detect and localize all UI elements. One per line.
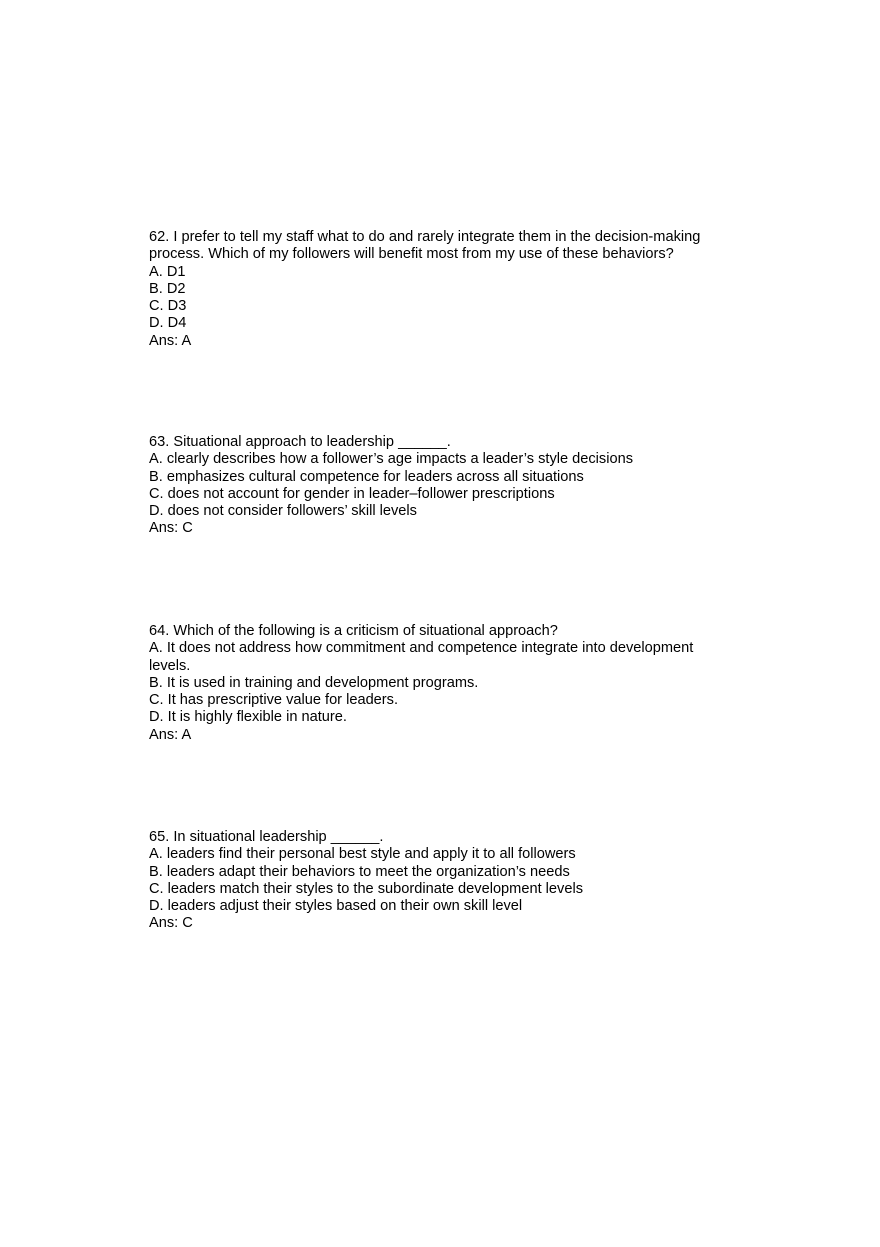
option-d: D. leaders adjust their styles based on their own skill level [149,898,523,915]
question-65 [149,829,749,933]
question-stem-line: 62. I prefer to tell my staff what to do and rarely integrate them in the decision-making [149,229,701,245]
question-stem-line: 65. In situational leadership ______. [149,829,384,845]
option-b: B. leaders adapt their behaviors to meet the organization’s needs [149,863,570,880]
answer-key: Ans: A [149,726,192,743]
answer-key: Ans: A [149,332,192,349]
question-stem-line: 63. Situational approach to leadership ______. [149,434,451,450]
option-b: B. D2 [149,280,186,297]
option-a: A. clearly describes how a follower’s age impacts a leader’s style decisions [149,451,633,468]
option-c: C. does not account for gender in leader–follower prescriptions [149,485,555,502]
option-d: D. does not consider followers’ skill levels [149,503,417,520]
option-a: A. D1 [149,263,186,280]
question-stem-line: process. Which of my followers will benefit most from my use of these behaviors? [149,246,674,263]
question-63 [149,434,749,538]
option-c: C. leaders match their styles to the subordinate development levels [149,880,583,897]
option-b: B. It is used in training and development programs. [149,674,479,691]
question-stem-line: 64. Which of the following is a criticism of situational approach? [149,623,558,639]
question-64 [149,623,749,744]
question-62 [149,229,749,350]
option-d: D. It is highly flexible in nature. [149,709,347,726]
option-b: B. emphasizes cultural competence for leaders across all situations [149,468,584,485]
option-c: C. It has prescriptive value for leaders. [149,692,399,709]
answer-key: Ans: C [149,520,193,537]
answer-key: Ans: C [149,915,193,932]
option-c: C. D3 [149,298,187,315]
option-a: A. It does not address how commitment and competence integrate into development [149,640,694,657]
option-a: A. leaders find their personal best style and apply it to all followers [149,846,576,863]
option-d: D. D4 [149,315,187,332]
option-a-continued: levels. [149,657,191,674]
